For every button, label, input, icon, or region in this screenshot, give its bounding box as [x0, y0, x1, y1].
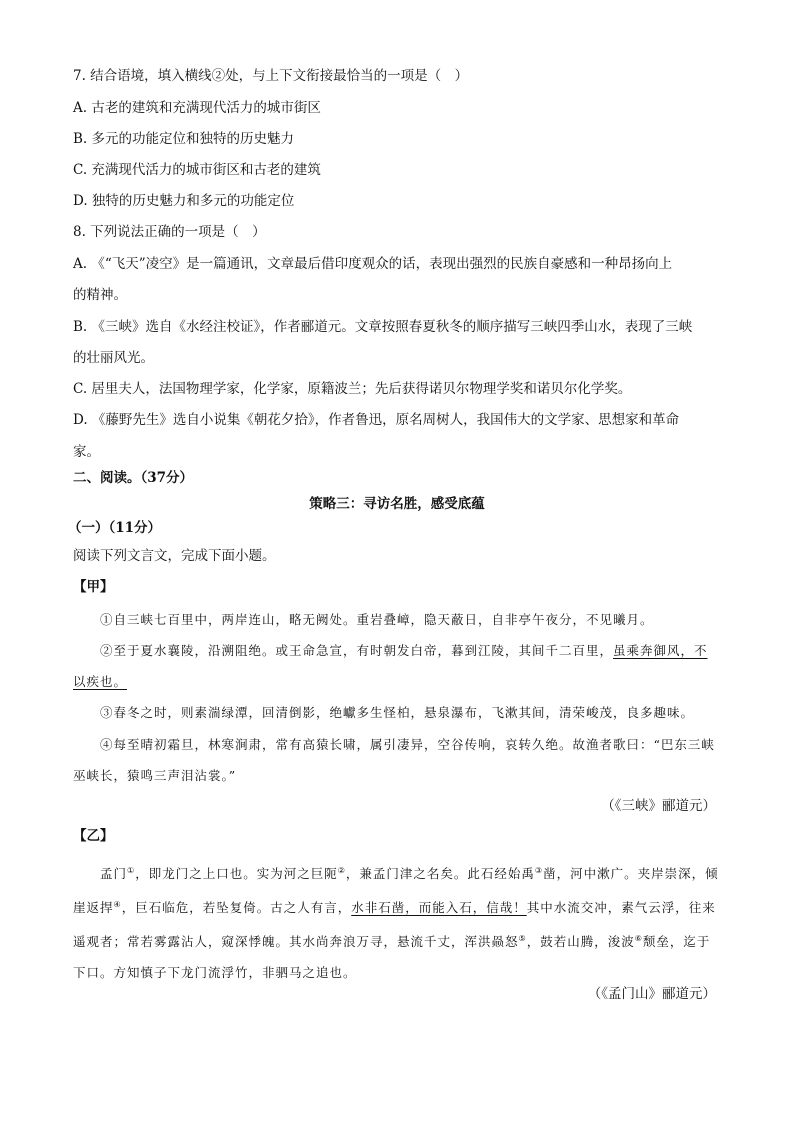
jia-p4-text-b: 三峡巫峡长，猿鸣三声泪沾裳。”	[73, 737, 715, 783]
jia-source: （《三峡》郦道元）	[601, 798, 716, 814]
jia-paragraph-4	[73, 729, 721, 791]
strategy-title: 策略三：寻访名胜，感受底蕴	[309, 496, 485, 512]
yi-text-3: 云浮，往来遥观者；常若雾露沾人，窥深悸魄。其水尚奔浪万寻，悬流千丈，浑洪赑怒	[73, 900, 716, 950]
question-7-stem: 7. 结合语境，填入横线②处，与上下文衔接最恰当的一项是（ ）	[73, 68, 469, 84]
note-4: ④	[113, 900, 122, 910]
note-6: ⑥	[634, 934, 643, 944]
jia-paragraph-1: ①自三峡七百里中，两岸连山，略无阙处。重岩叠嶂，隐天蔽日，自非亭午夜分，不见曦月。	[100, 612, 654, 627]
q7-option-d: D. 独特的历史魅力和多元的功能定位	[73, 193, 295, 209]
jia-p2-text: ②至于夏水襄陵，沿溯阻绝。或王命急宣，有时朝发白帝，暮到江陵，其间千二百里，	[100, 643, 614, 658]
q8-option-a-line1: A. 《“飞天”凌空》是一篇通讯，文章最后借印度观众的话，表现出强烈的民族自豪感和一种昂扬向上	[73, 256, 673, 272]
q8-option-d-line2: 家。	[73, 444, 100, 460]
jia-p4-text-a: ④每至晴初霜旦，林寒涧肃，常有高猿长啸，属引凄异，空谷传响，哀转久绝。故渔者歌曰：“巴东	[100, 737, 688, 752]
q8-option-c: C. 居里夫人，法国物理学家，化学家，原籍波兰；先后获得诺贝尔物理学奖和诺贝尔化学奖。	[73, 381, 632, 397]
yi-text-1d: 凿，河中漱广。夹岸崇	[543, 866, 679, 882]
yi-text-1b: ，即龙门之上口也。实为河之巨阨	[135, 866, 338, 882]
q8-option-b-line2: 的壮丽风光。	[73, 350, 154, 366]
yi-text-1a: 孟门	[100, 866, 128, 882]
yi-text-4a: 波	[621, 934, 635, 950]
yi-text-2c: 其中水流交冲，素气	[526, 900, 649, 916]
reading-instruction: 阅读下列文言文，完成下面小题。	[73, 548, 276, 564]
jia-p2-underlined-2: 不以疾也。	[73, 643, 708, 689]
yi-underlined-sentence: 水非石凿，而能入石，信哉！	[351, 900, 527, 916]
yi-text-1c: ，兼孟门津之名矣。此石经始禹	[345, 866, 535, 882]
jia-paragraph-3: ③春冬之时，则素湍绿潭，回清倒影，绝巘多生怪柏，悬泉瀑布，飞漱其间，清荣峻茂，良多趣味。	[100, 705, 695, 720]
q8-option-d-line1: D. 《藤野先生》选自小说集《朝花夕拾》，作者鲁迅，原名周树人，我国伟大的文学家、思想家和革命	[73, 412, 680, 428]
yi-text-2b: ，巨石临危，若坠复倚。古之人有言，	[121, 900, 352, 916]
part-heading: （一）（11分）	[68, 520, 162, 536]
q8-option-a-line2: 的精神。	[73, 287, 127, 303]
yi-label: 【乙】	[73, 828, 114, 844]
yi-text-3b: ，鼓若山腾，浚	[526, 934, 622, 950]
yi-text-4b: 颓垒，迄于下口。方知慎子下龙门流浮竹，非驷马之追也。	[73, 934, 711, 981]
q7-option-c: C. 充满现代活力的城市街区和古老的建筑	[73, 162, 321, 178]
section-heading: 二、阅读。（37分）	[73, 470, 194, 486]
q8-option-b-line1: B. 《三峡》选自《水经注校证》，作者郦道元。文章按照春夏秋冬的顺序描写三峡四季山水，表现了三峡	[73, 319, 693, 335]
q7-option-b: B. 多元的功能定位和独特的历史魅力	[73, 131, 295, 147]
yi-source: （《孟门山》郦道元）	[587, 986, 716, 1002]
yi-paragraph	[73, 855, 721, 988]
jia-p2-underlined-1: 虽乘奔御风，	[613, 643, 695, 658]
note-1: ①	[127, 866, 136, 875]
question-8-stem: 8. 下列说法正确的一项是（ ）	[73, 224, 266, 240]
note-2: ②	[337, 866, 346, 875]
note-3: ③	[534, 866, 544, 875]
jia-label: 【甲】	[73, 579, 114, 595]
yi-text-2a: 深，倾崖返捍	[73, 866, 719, 916]
jia-paragraph-2	[73, 635, 721, 697]
q7-option-a: A. 古老的建筑和充满现代活力的城市街区	[73, 100, 321, 116]
note-5: ⑤	[518, 934, 527, 944]
